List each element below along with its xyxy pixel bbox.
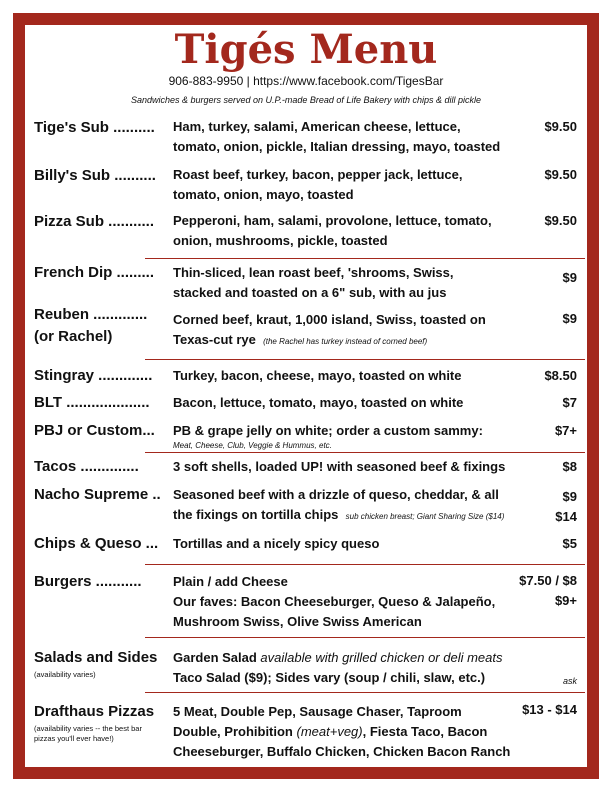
item-desc-chips-queso: Tortillas and a nicely spicy queso bbox=[173, 536, 380, 551]
item-price-tacos: $8 bbox=[562, 459, 577, 474]
item-desc-pbj: PB & grape jelly on white; order a custom sammy: Meat, Cheese, Club, Veggie & Hummus, etc. bbox=[173, 423, 483, 450]
item-name-burgers: Burgers ........... bbox=[34, 573, 142, 590]
item-desc-tacos: 3 soft shells, loaded UP! with seasoned beef & fixings bbox=[173, 459, 506, 474]
item-price-pizza-sub: $9.50 bbox=[544, 213, 577, 228]
item-name-tacos: Tacos .............. bbox=[34, 458, 139, 475]
item-name-pbj: PBJ or Custom... bbox=[34, 422, 155, 439]
item-price-salads-sides: ask bbox=[562, 676, 577, 686]
item-desc-pizza-sub: Pepperoni, ham, salami, provolone, lettuce, tomato, onion, mushrooms, pickle, toasted bbox=[173, 213, 492, 248]
item-name-nacho-supreme: Nacho Supreme .. bbox=[34, 486, 161, 503]
item-name-billys-sub: Billy's Sub .......... bbox=[34, 167, 156, 184]
item-price-burgers: $7.50 / $8 $9+ bbox=[519, 573, 577, 608]
item-desc-billys-sub: Roast beef, turkey, bacon, pepper jack, lettuce, tomato, onion, mayo, toasted bbox=[173, 167, 463, 202]
item-desc-drafthaus-pizzas: 5 Meat, Double Pep, Sausage Chaser, Taproom Double, Prohibition (meat+veg), Fiesta Taco, Bacon Cheeseburger, Buffalo Chicken, Chicken Bacon Ranch bbox=[173, 704, 511, 759]
item-price-pbj: $7+ bbox=[554, 423, 577, 438]
pizzas-availability-note: (availability varies -- the best bar pizzas you'll ever have!) bbox=[34, 724, 142, 743]
item-desc-french-dip: Thin-sliced, lean roast beef, 'shrooms, Swiss, stacked and toasted on a 6" sub, with au jus bbox=[173, 265, 454, 300]
item-name-drafthaus-pizzas: Drafthaus Pizzas bbox=[34, 703, 155, 720]
item-price-tiges-sub: $9.50 bbox=[544, 119, 577, 134]
item-desc-tiges-sub: Ham, turkey, salami, American cheese, lettuce, tomato, onion, pickle, Italian dressing, mayo, toasted bbox=[173, 119, 501, 154]
item-name-salads-sides: Salads and Sides bbox=[34, 649, 158, 666]
item-price-drafthaus-pizzas: $13 - $14 bbox=[522, 702, 577, 717]
item-desc-nacho-supreme: Seasoned beef with a drizzle of queso, cheddar, & all the fixings on tortilla chips sub chicken breast; Giant Sharing Size ($14) bbox=[173, 487, 505, 522]
item-price-chips-queso: $5 bbox=[562, 536, 577, 551]
section-divider bbox=[145, 564, 585, 565]
section-divider bbox=[145, 637, 585, 638]
item-name-french-dip: French Dip ......... bbox=[34, 264, 155, 281]
item-name-chips-queso: Chips & Queso ... bbox=[34, 535, 159, 552]
item-desc-blt: Bacon, lettuce, tomato, mayo, toasted on white bbox=[173, 395, 464, 410]
item-price-french-dip: $9 bbox=[562, 270, 577, 285]
tagline: Sandwiches & burgers served on U.P.-made Bread of Life Bakery with chips & dill pickle bbox=[130, 95, 481, 105]
item-desc-stingray: Turkey, bacon, cheese, mayo, toasted on white bbox=[173, 368, 462, 383]
section-divider bbox=[145, 359, 585, 360]
item-name-pizza-sub: Pizza Sub ........... bbox=[34, 213, 155, 230]
item-name-blt: BLT .................... bbox=[34, 394, 150, 411]
item-desc-burgers: Plain / add Cheese Our faves: Bacon Cheeseburger, Queso & Jalapeño, Mushroom Swiss, Olive Swiss American bbox=[173, 574, 496, 629]
item-name-stingray: Stingray ............. bbox=[34, 367, 153, 384]
salads-availability-note: (availability varies) bbox=[34, 670, 96, 679]
item-price-blt: $7 bbox=[562, 395, 577, 410]
item-name-reuben: Reuben ............. (or Rachel) bbox=[34, 306, 148, 345]
item-desc-salads-sides: Garden Salad available with grilled chicken or deli meats Taco Salad ($9); Sides vary (soup / chili, slaw, etc.) bbox=[173, 650, 503, 685]
contact-line: 906-883-9950 | https://www.facebook.com/TigesBar bbox=[168, 74, 444, 88]
item-price-nacho-supreme: $9 $14 bbox=[555, 489, 577, 524]
item-desc-reuben: Corned beef, kraut, 1,000 island, Swiss, toasted on Texas-cut rye (the Rachel has turkey instead of corned beef) bbox=[173, 312, 486, 347]
menu-title: Tigés Menu bbox=[174, 26, 438, 73]
item-price-billys-sub: $9.50 bbox=[544, 167, 577, 182]
item-price-stingray: $8.50 bbox=[544, 368, 577, 383]
section-divider bbox=[145, 452, 585, 453]
item-price-reuben: $9 bbox=[562, 311, 577, 326]
item-name-tiges-sub: Tige's Sub .......... bbox=[34, 119, 155, 136]
section-divider bbox=[145, 692, 585, 693]
section-divider bbox=[145, 258, 585, 259]
